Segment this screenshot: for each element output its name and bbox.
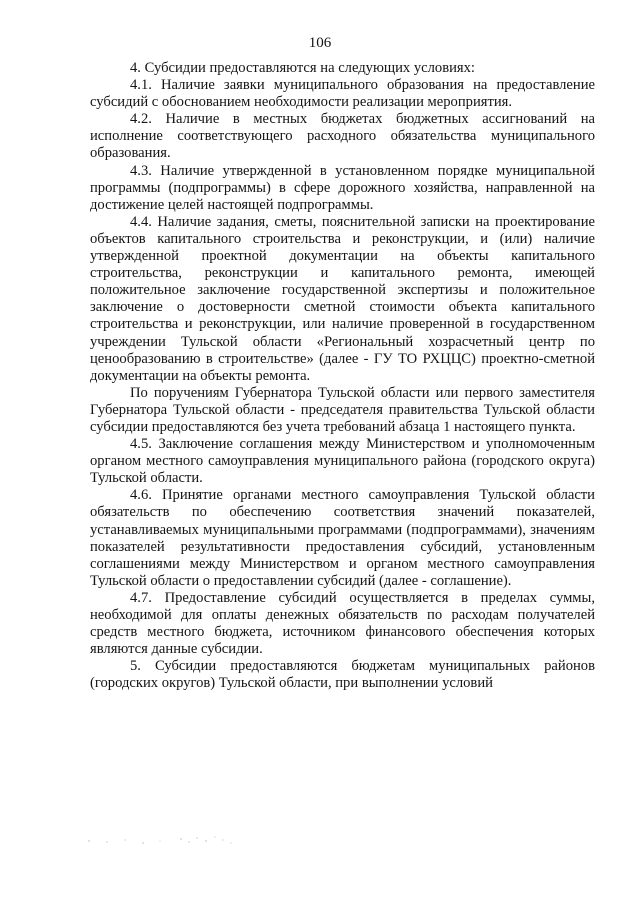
paragraph-4: 4. Субсидии предоставляются на следующих условиях: xyxy=(130,60,475,76)
paragraph-4-7: 4.7. Предоставление субсидий осуществляется в пределах суммы, необходимой для оплаты денежных обязательств по расходам получателей средств местного бюджета, источником финансового обеспечения которых являются данные субсидии. xyxy=(90,589,595,658)
paragraph-governor-orders: По поручениям Губернатора Тульской области или первого заместителя Губернатора Тульской области - председателя правительства Тульской области субсидии предоставляются без учета требований абзаца 1 настоящего пункта. xyxy=(90,384,595,435)
paragraph-4-2: 4.2. Наличие в местных бюджетах бюджетных ассигнований на исполнение соответствующего расходного обязательства муниципального образования. xyxy=(90,111,595,162)
document-body xyxy=(90,60,595,692)
page-number: 106 xyxy=(308,35,332,51)
paragraph-5: 5. Субсидии предоставляются бюджетам муниципальных районов (городских округов) Тульской области, при выполнении условий xyxy=(90,658,595,692)
scan-specks xyxy=(85,832,265,846)
paragraph-4-3: 4.3. Наличие утвержденной в установленном порядке муниципальной программы (подпрограммы) в сфере дорожного хозяйства, направленной на достижение целей настоящей подпрограммы. xyxy=(90,162,595,213)
paragraph-4-4: 4.4. Наличие задания, сметы, пояснительной записки на проектирование объектов капитального строительства и реконструкции, и (или) наличие утвержденной проектной документации на объекты капитального строительства, реконструкции и капитального ремонта, имеющей положительное заключение государственной экспертизы и положительное заключение о достоверности сметной стоимости объекта капитального строительства и реконструкции, или наличие проверенной в государственном учреждении Тульской области «Региональный хозрасчетный центр по ценообразованию в строительстве» (далее - ГУ ТО РХЦЦС) проектно-сметной документации на объекты ремонта. xyxy=(90,213,595,384)
paragraph-4-6: 4.6. Принятие органами местного самоуправления Тульской области обязательств по обеспечению соответствия значений показателей, устанавливаемых муниципальными программами (подпрограммами), значениям показателей результативности предоставления субсидий, установленным соглашениями между Министерством и органом местного самоуправления Тульской области о предоставлении субсидий (далее - соглашение). xyxy=(90,487,595,589)
paragraph-4-1: 4.1. Наличие заявки муниципального образования на предоставление субсидий с обоснованием необходимости реализации мероприятия. xyxy=(90,77,595,111)
paragraph-4-5: 4.5. Заключение соглашения между Министерством и уполномоченным органом местного самоуправления муниципального района (городского округа) Тульской области. xyxy=(90,436,595,487)
